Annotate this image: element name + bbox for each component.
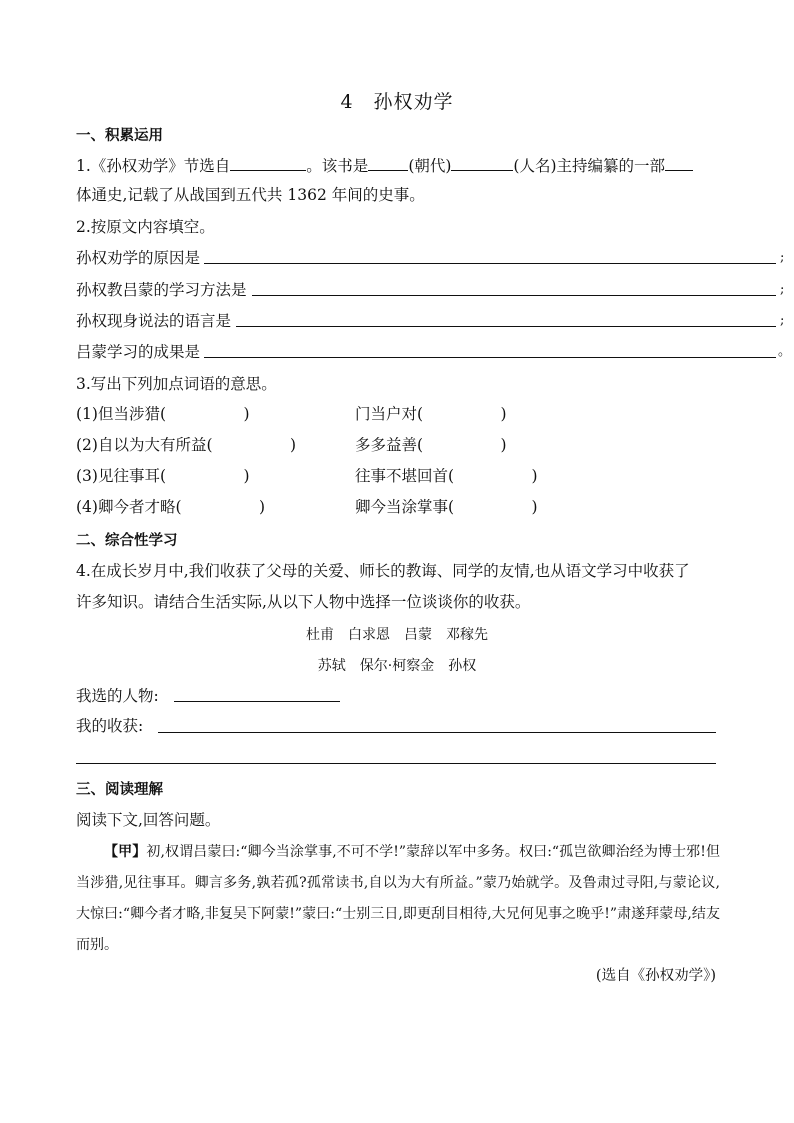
question-3-prompt: 3.写出下列加点词语的意思。 bbox=[76, 375, 277, 393]
q2-row-method bbox=[76, 280, 785, 300]
q1-blank-dynasty[interactable] bbox=[451, 155, 513, 171]
person-options-row-1: 杜甫 白求恩 吕蒙 邓稼先 bbox=[306, 627, 488, 643]
q3-item-left: (1)但当涉猎( ) bbox=[76, 405, 250, 423]
q3-item-right: 卿今当涂掌事( ) bbox=[355, 498, 538, 516]
q2-answer-line[interactable] bbox=[204, 357, 776, 358]
question-4-line-1: 4.在成长岁月中,我们收获了父母的关爱、师长的教诲、同学的友情,也从语文学习中收获了 bbox=[76, 562, 690, 580]
question-1 bbox=[76, 155, 693, 176]
q2-row-reason bbox=[76, 248, 785, 268]
q2-row-language bbox=[76, 311, 785, 331]
choice-answer-line[interactable] bbox=[174, 701, 340, 702]
gain-label: 我的收获: bbox=[76, 717, 144, 735]
q3-item-left: (4)卿今者才略( ) bbox=[76, 498, 266, 516]
q1-text-2: 。该书是 bbox=[306, 157, 369, 175]
question-2-prompt: 2.按原文内容填空。 bbox=[76, 218, 215, 236]
q2-answer-line[interactable] bbox=[252, 295, 776, 296]
q3-item-right: 往事不堪回首( ) bbox=[355, 467, 538, 485]
q2-answer-line[interactable] bbox=[236, 326, 776, 327]
q2-row-end: 。 bbox=[778, 344, 792, 359]
question-1-continued: 体通史,记载了从战国到五代共 1362 年间的史事。 bbox=[76, 186, 425, 204]
section-heading-accumulation: 一、积累运用 bbox=[76, 128, 163, 144]
q1-blank-author[interactable] bbox=[368, 155, 408, 171]
passage-tag: 【甲】 bbox=[104, 844, 147, 860]
gain-answer-line-2[interactable] bbox=[76, 763, 716, 764]
gain-answer-line[interactable] bbox=[158, 732, 716, 733]
q3-item-right: 门当户对( ) bbox=[355, 405, 507, 423]
q2-row-end: ; bbox=[780, 313, 785, 328]
reading-passage bbox=[76, 837, 720, 961]
reading-instruction: 阅读下文,回答问题。 bbox=[76, 811, 221, 829]
question-4-line-2: 许多知识。请结合生活实际,从以下人物中选择一位谈谈你的收获。 bbox=[76, 593, 531, 611]
q2-answer-line[interactable] bbox=[204, 263, 776, 264]
q1-blank-genre[interactable] bbox=[665, 155, 693, 171]
q1-blank-book[interactable] bbox=[230, 155, 306, 171]
q1-text-1: 1.《孙权劝学》节选自 bbox=[76, 157, 231, 175]
q2-row-label: 吕蒙学习的成果是 bbox=[76, 343, 201, 361]
q2-row-label: 孙权劝学的原因是 bbox=[76, 249, 201, 267]
passage-source: (选自《孙权劝学》) bbox=[595, 968, 716, 984]
section-heading-reading: 三、阅读理解 bbox=[76, 782, 163, 798]
q1-text-3: (朝代) bbox=[408, 157, 452, 175]
q2-row-end: ; bbox=[780, 282, 785, 297]
q2-row-label: 孙权教吕蒙的学习方法是 bbox=[76, 281, 247, 299]
q3-item-left: (2)自以为大有所益( ) bbox=[76, 436, 297, 454]
q3-item-right: 多多益善( ) bbox=[355, 436, 507, 454]
q1-text-4: (人名)主持编纂的一部 bbox=[513, 157, 666, 175]
passage-text: 初,权谓吕蒙曰:“卿今当涂掌事,不可不学!”蒙辞以军中多务。权曰:“孤岂欲卿治经为博士邪!但当涉猎,见往事耳。卿言多务,孰若孤?孤常读书,自以为大有所益。”蒙乃始就学。及鲁肃过寻阳,与蒙论议,大惊曰:“卿今者才略,非复吴下阿蒙!”蒙曰:“士别三日,即更刮目相待,大兄何见事之晚乎!”肃遂拜蒙母,结友而别。 bbox=[76, 844, 721, 953]
q2-row-end: ; bbox=[780, 250, 785, 265]
person-options-row-2: 苏轼 保尔·柯察金 孙权 bbox=[317, 658, 477, 674]
section-heading-comprehensive: 二、综合性学习 bbox=[76, 533, 178, 549]
q2-row-result bbox=[76, 342, 792, 362]
q2-row-label: 孙权现身说法的语言是 bbox=[76, 312, 232, 330]
choice-label: 我选的人物: bbox=[76, 687, 159, 705]
q3-item-left: (3)见往事耳( ) bbox=[76, 467, 250, 485]
page-title: 4 孙权劝学 bbox=[340, 91, 454, 113]
